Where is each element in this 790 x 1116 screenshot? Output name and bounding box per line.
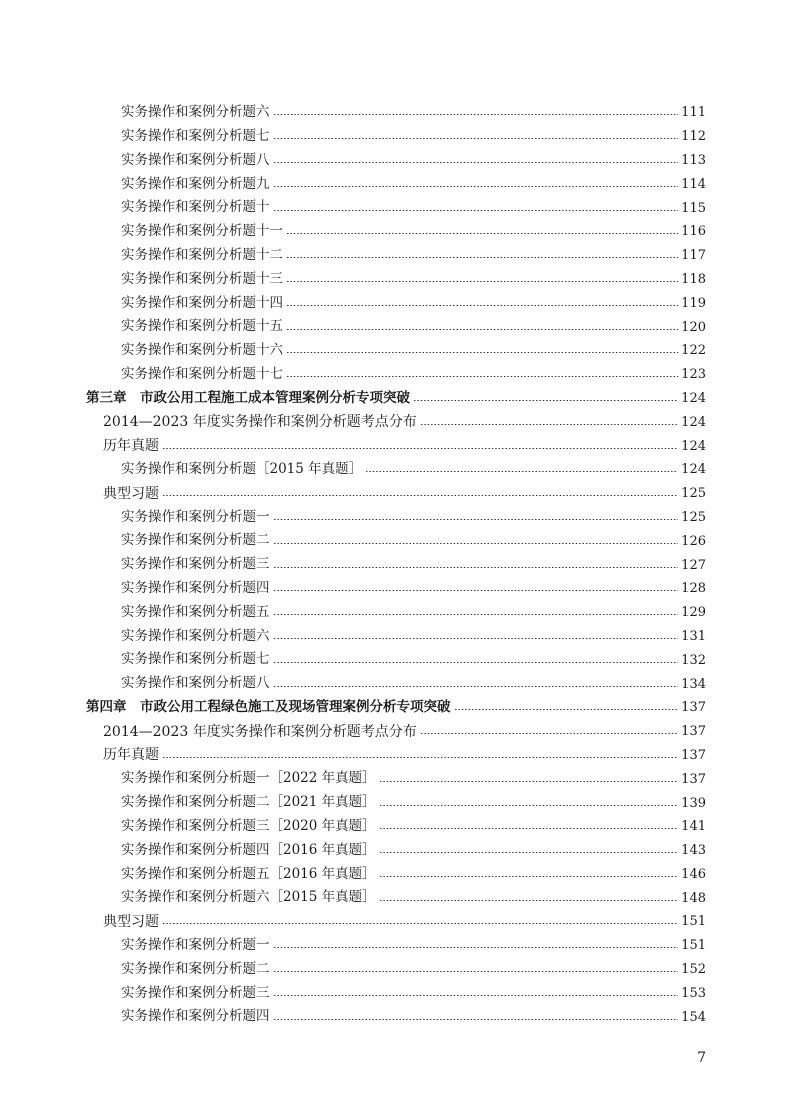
toc-entry-page: 117	[681, 248, 706, 264]
toc-entry-page: 112	[681, 129, 706, 145]
dot-leader	[273, 947, 679, 948]
toc-entry-label: 实务操作和案例分析题八	[121, 151, 270, 168]
toc-entry-page: 137	[681, 771, 706, 787]
dot-leader	[273, 210, 679, 211]
toc-entry-sub[interactable]	[0, 744, 790, 768]
toc-entry-page: 139	[681, 795, 706, 811]
toc-entry-item[interactable]	[0, 767, 790, 791]
toc-entry-label: 实务操作和案例分析题四	[121, 1008, 270, 1025]
toc-entry-chapter[interactable]	[0, 387, 790, 411]
dot-leader	[273, 1019, 679, 1020]
toc-entry-page: 132	[681, 652, 706, 668]
dot-leader	[286, 305, 678, 306]
toc-entry-page: 122	[681, 343, 706, 359]
dot-leader	[379, 828, 678, 829]
toc-entry-label: 典型习题	[103, 913, 159, 930]
toc-entry-item[interactable]	[0, 125, 790, 149]
toc-entry-label: 实务操作和案例分析题六	[121, 104, 270, 121]
toc-entry-page: 154	[681, 1009, 706, 1025]
toc-entry-page: 141	[681, 819, 706, 835]
toc-entry-page: 153	[681, 985, 706, 1001]
toc-entry-label: 历年真题	[103, 438, 159, 455]
toc-entry-label: 实务操作和案例分析题二［2021 年真题］	[121, 794, 376, 811]
dot-leader	[273, 662, 679, 663]
dot-leader	[273, 114, 679, 115]
toc-entry-label: 实务操作和案例分析题七	[121, 127, 270, 144]
toc-entry-label: 实务操作和案例分析题十六	[121, 342, 283, 359]
dot-leader	[420, 733, 678, 734]
toc-entry-chapter[interactable]	[0, 696, 790, 720]
toc-entry-sub[interactable]	[0, 910, 790, 934]
dot-leader	[273, 567, 679, 568]
toc-entry-section[interactable]	[0, 720, 790, 744]
toc-entry-page: 126	[681, 533, 706, 549]
toc-entry-label: 2014—2023 年度实务操作和案例分析题考点分布	[103, 723, 417, 740]
toc-entry-page: 125	[681, 486, 706, 502]
toc-entry-item[interactable]	[0, 529, 790, 553]
toc-entry-label: 实务操作和案例分析题二	[121, 532, 270, 549]
toc-entry-label: 2014—2023 年度实务操作和案例分析题考点分布	[103, 414, 417, 431]
toc-entry-label: 实务操作和案例分析题三［2020 年真题］	[121, 818, 376, 835]
toc-entry-item[interactable]	[0, 577, 790, 601]
toc-entry-item[interactable]	[0, 886, 790, 910]
toc-entry-label: 典型习题	[103, 485, 159, 502]
dot-leader	[273, 138, 679, 139]
dot-leader	[273, 519, 679, 520]
toc-entry-item[interactable]	[0, 220, 790, 244]
toc-entry-label: 实务操作和案例分析题［2015 年真题］	[121, 461, 363, 478]
toc-entry-item[interactable]	[0, 196, 790, 220]
toc-entry-item[interactable]	[0, 791, 790, 815]
dot-leader	[379, 900, 678, 901]
toc-entry-label: 实务操作和案例分析题十七	[121, 365, 283, 382]
toc-entry-label: 实务操作和案例分析题二	[121, 960, 270, 977]
toc-entry-page: 131	[681, 628, 706, 644]
toc-entry-label: 实务操作和案例分析题六［2015 年真题］	[121, 889, 376, 906]
toc-entry-item[interactable]	[0, 506, 790, 530]
toc-entry-label: 实务操作和案例分析题七	[121, 651, 270, 668]
toc-entry-label: 第三章 市政公用工程施工成本管理案例分析专项突破	[86, 389, 410, 406]
toc-entry-item[interactable]	[0, 101, 790, 125]
dot-leader	[413, 400, 678, 401]
toc-entry-label: 实务操作和案例分析题五	[121, 603, 270, 620]
toc-entry-label: 历年真题	[103, 747, 159, 764]
toc-entry-item[interactable]	[0, 601, 790, 625]
toc-entry-label: 实务操作和案例分析题十三	[121, 270, 283, 287]
toc-entry-item[interactable]	[0, 553, 790, 577]
toc-entry-page: 124	[681, 462, 706, 478]
toc-entry-item[interactable]	[0, 268, 790, 292]
dot-leader	[273, 638, 679, 639]
toc-entry-page: 118	[681, 271, 706, 287]
dot-leader	[379, 781, 678, 782]
toc-entry-label: 第四章 市政公用工程绿色施工及现场管理案例分析专项突破	[86, 699, 451, 716]
toc-entry-page: 129	[681, 605, 706, 621]
toc-entry-label: 实务操作和案例分析题一［2022 年真题］	[121, 770, 376, 787]
toc-entry-page: 137	[681, 747, 706, 763]
toc-entry-label: 实务操作和案例分析题五［2016 年真题］	[121, 865, 376, 882]
toc-entry-page: 114	[681, 176, 706, 192]
toc-entry-label: 实务操作和案例分析题四［2016 年真题］	[121, 841, 376, 858]
toc-entry-item[interactable]	[0, 291, 790, 315]
page-number: 7	[697, 1050, 706, 1066]
dot-leader	[273, 995, 679, 996]
toc-entry-page: 137	[681, 724, 706, 740]
dot-leader	[273, 186, 679, 187]
toc-entry-page: 148	[681, 890, 706, 906]
dot-leader	[162, 448, 678, 449]
toc-entry-label: 实务操作和案例分析题十	[121, 199, 270, 216]
toc-entry-item[interactable]	[0, 149, 790, 173]
toc-entry-label: 实务操作和案例分析题十一	[121, 223, 283, 240]
dot-leader	[273, 686, 679, 687]
toc-entry-label: 实务操作和案例分析题八	[121, 675, 270, 692]
dot-leader	[162, 923, 678, 924]
toc-entry-item[interactable]	[0, 172, 790, 196]
dot-leader	[286, 257, 678, 258]
toc-entry-page: 111	[681, 105, 706, 121]
dot-leader	[454, 709, 679, 710]
toc-entry-section[interactable]	[0, 410, 790, 434]
dot-leader	[286, 376, 678, 377]
toc-entry-page: 119	[681, 295, 706, 311]
dot-leader	[286, 329, 678, 330]
toc-entry-item[interactable]	[0, 672, 790, 696]
toc-entry-page: 115	[681, 200, 706, 216]
toc-entry-page: 127	[681, 557, 706, 573]
toc-entry-page: 128	[681, 581, 706, 597]
toc-entry-item[interactable]	[0, 625, 790, 649]
dot-leader	[273, 590, 679, 591]
toc-entry-sub[interactable]	[0, 434, 790, 458]
toc-entry-label: 实务操作和案例分析题十五	[121, 318, 283, 335]
toc-entry-page: 120	[681, 319, 706, 335]
dot-leader	[379, 876, 678, 877]
toc-entry-page: 134	[681, 676, 706, 692]
toc-entry-label: 实务操作和案例分析题一	[121, 508, 270, 525]
toc-entry-page: 151	[681, 938, 706, 954]
dot-leader	[273, 162, 679, 163]
toc-entry-item[interactable]	[0, 863, 790, 887]
toc-entry-item[interactable]	[0, 363, 790, 387]
toc-entry-item[interactable]	[0, 839, 790, 863]
toc-entry-page: 137	[681, 700, 706, 716]
toc-entry-page: 146	[681, 866, 706, 882]
dot-leader	[379, 852, 678, 853]
toc-entry-item[interactable]	[0, 934, 790, 958]
toc-entry-label: 实务操作和案例分析题一	[121, 937, 270, 954]
toc-entry-item[interactable]	[0, 458, 790, 482]
toc-entry-page: 116	[681, 224, 706, 240]
dot-leader	[273, 543, 679, 544]
toc-entry-item[interactable]	[0, 1005, 790, 1029]
toc-entry-label: 实务操作和案例分析题三	[121, 556, 270, 573]
toc-entry-page: 151	[681, 914, 706, 930]
dot-leader	[273, 971, 679, 972]
dot-leader	[286, 352, 678, 353]
toc-entry-item[interactable]	[0, 339, 790, 363]
toc-entry-label: 实务操作和案例分析题十四	[121, 294, 283, 311]
table-of-contents	[0, 101, 790, 1029]
toc-entry-page: 123	[681, 367, 706, 383]
toc-entry-page: 152	[681, 962, 706, 978]
toc-entry-item[interactable]	[0, 244, 790, 268]
dot-leader	[162, 495, 678, 496]
toc-entry-item[interactable]	[0, 958, 790, 982]
toc-entry-page: 143	[681, 843, 706, 859]
toc-entry-item[interactable]	[0, 648, 790, 672]
toc-entry-page: 124	[681, 390, 706, 406]
toc-entry-item[interactable]	[0, 815, 790, 839]
toc-entry-item[interactable]	[0, 315, 790, 339]
dot-leader	[273, 614, 679, 615]
toc-entry-sub[interactable]	[0, 482, 790, 506]
toc-entry-page: 124	[681, 438, 706, 454]
toc-entry-label: 实务操作和案例分析题四	[121, 580, 270, 597]
toc-entry-label: 实务操作和案例分析题九	[121, 175, 270, 192]
toc-entry-page: 113	[681, 152, 706, 168]
toc-entry-page: 125	[681, 509, 706, 525]
toc-entry-label: 实务操作和案例分析题六	[121, 627, 270, 644]
toc-entry-item[interactable]	[0, 981, 790, 1005]
toc-entry-page: 124	[681, 414, 706, 430]
dot-leader	[379, 805, 678, 806]
dot-leader	[162, 757, 678, 758]
dot-leader	[286, 233, 678, 234]
dot-leader	[365, 471, 678, 472]
dot-leader	[286, 281, 678, 282]
toc-entry-label: 实务操作和案例分析题十二	[121, 246, 283, 263]
toc-entry-label: 实务操作和案例分析题三	[121, 984, 270, 1001]
dot-leader	[420, 424, 678, 425]
